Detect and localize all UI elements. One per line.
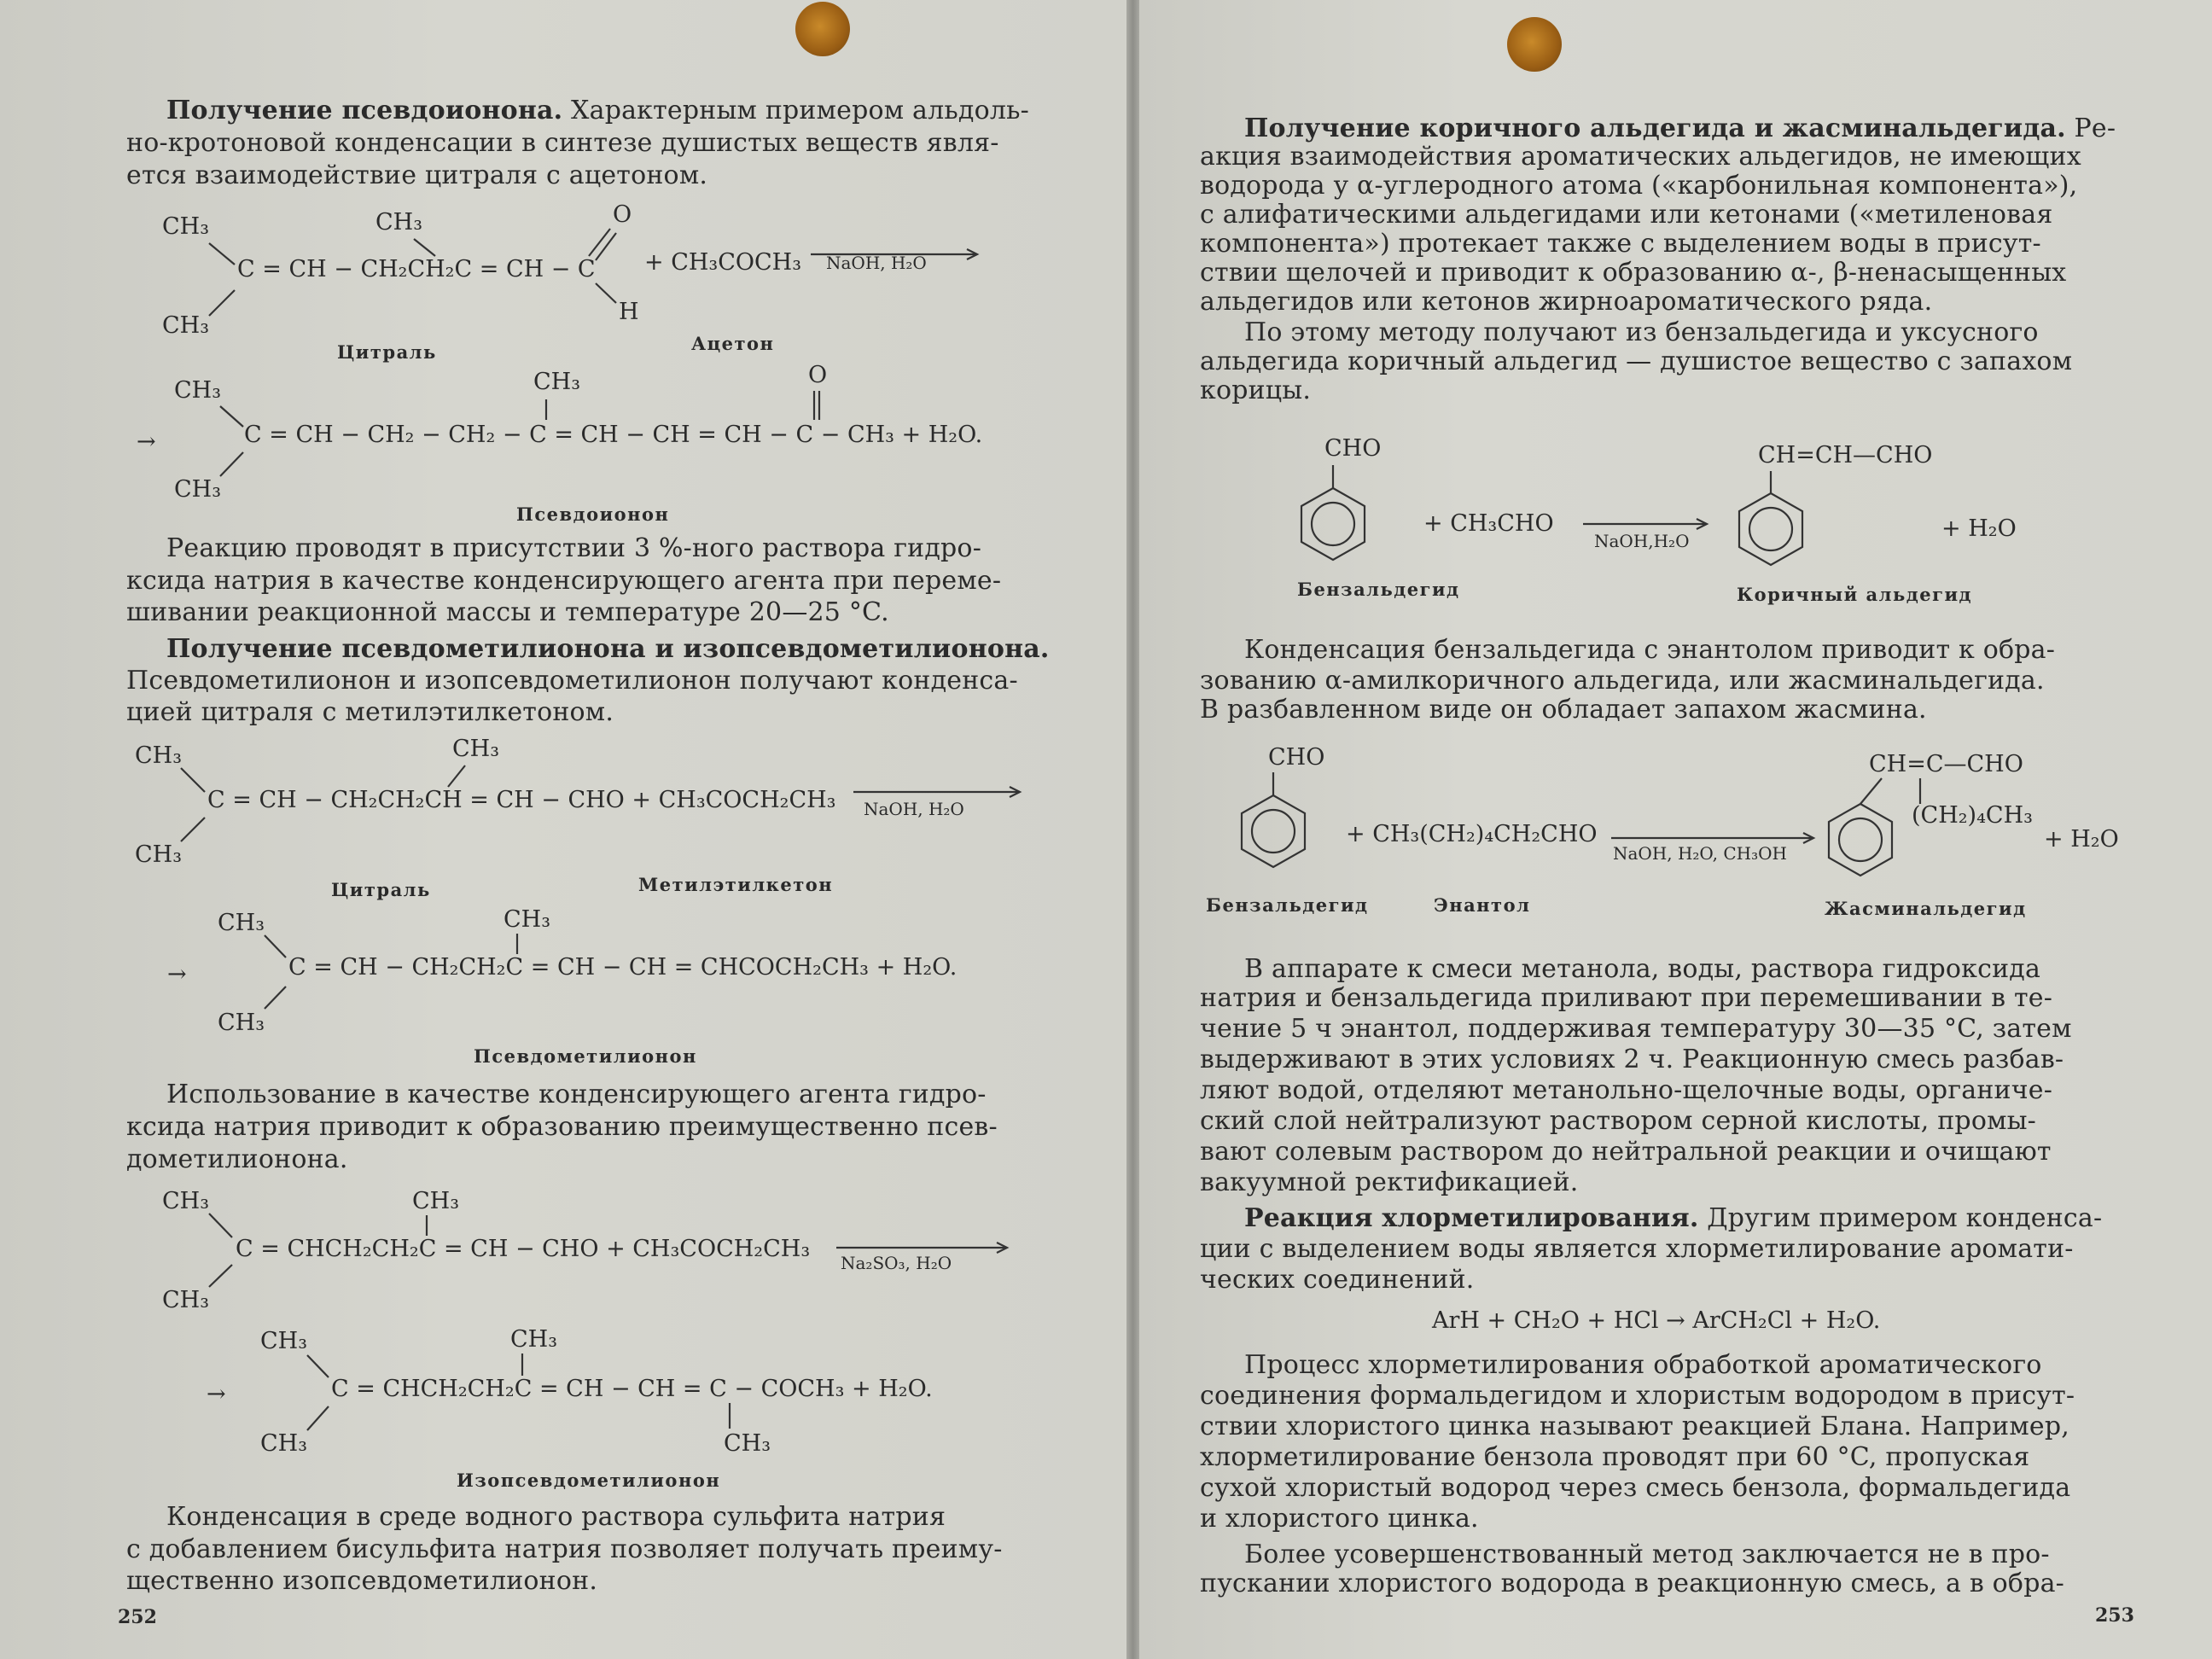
- paragraph-line: зованию α-амилкоричного альдегида, или жасминальдегида.: [1200, 666, 2045, 696]
- benzene-ring-inner: [1749, 508, 1792, 550]
- paragraph-line: чение 5 ч энантол, поддерживая температуру 30—35 °C, затем: [1200, 1014, 2072, 1044]
- benzene-ring-inner: [1252, 810, 1295, 853]
- compound-caption: Бензальдегид: [1206, 894, 1369, 916]
- bond-line: [265, 935, 286, 958]
- chem-cho: CHO: [1268, 744, 1325, 771]
- chem-ch3: CH₃: [260, 1328, 308, 1354]
- chem-ch3: CH₃: [412, 1188, 460, 1214]
- page-number: 252: [118, 1606, 157, 1628]
- bond-line: [589, 229, 610, 256]
- paragraph-line: ский слой нейтрализуют раствором серной кислоты, промы-: [1200, 1106, 2037, 1136]
- compound-caption: Ацетон: [691, 333, 775, 354]
- equation: ArH + CH₂O + HCl → ArCH₂Cl + H₂O.: [1432, 1307, 1881, 1334]
- bond-line: [220, 406, 243, 427]
- chem-ch3: CH₃: [135, 742, 183, 769]
- paragraph-line: ксида натрия в качестве конденсирующего агента при переме-: [126, 566, 1002, 596]
- benzene-ring-inner: [1839, 818, 1882, 861]
- paragraph-line: альдегида коричный альдегид — душистое вещество с запахом: [1200, 346, 2073, 376]
- paragraph-line: В разбавленном виде он обладает запахом жасмина.: [1200, 695, 1927, 725]
- paragraph-line: пускании хлористого водорода в реакционную смесь, а в обра-: [1200, 1569, 2065, 1598]
- paragraph-line: дометилионона.: [126, 1144, 348, 1174]
- paragraph-line: цией цитраля с метилэтилкетоном.: [126, 697, 614, 727]
- compound-caption: Цитраль: [337, 341, 437, 363]
- paragraph-line: Реакцию проводят в присутствии 3 %-ного раствора гидро-: [166, 533, 982, 563]
- bond-line: [181, 768, 205, 792]
- compound-caption: Жасминальдегид: [1825, 898, 2027, 919]
- bond-line: [414, 239, 435, 256]
- chem-ch3: CH₃: [162, 213, 210, 240]
- compound-caption: Энантол: [1434, 894, 1531, 916]
- chem-ch3: CH₃: [510, 1326, 558, 1353]
- bond-line: [209, 290, 235, 316]
- chem-reagent: + CH₃(CH₂)₄CH₂CHO: [1346, 821, 1598, 847]
- chem-chain: C = CH − CH₂CH₂CH = CH − CHO + CH₃COCH₂CH₃: [207, 787, 836, 813]
- reaction-arrow: →: [207, 1381, 226, 1407]
- chem-o: O: [808, 362, 828, 388]
- chem-h: H: [619, 299, 639, 325]
- chem-ch3: CH₃: [218, 910, 265, 936]
- paragraph-line: вакуумной ректификацией.: [1200, 1167, 1579, 1197]
- text-inline: Характерным примером альдоль-: [562, 96, 1029, 125]
- paragraph-line: ствии щелочей и приводит к образованию α-, β-ненасыщенных: [1200, 258, 2067, 288]
- bond-line: [596, 233, 616, 260]
- chem-ch3: CH₃: [162, 312, 210, 339]
- section-heading: Реакция хлорметилирования.: [1244, 1203, 1699, 1233]
- paragraph-line: акция взаимодействия ароматических альдегидов, не имеющих: [1200, 142, 2081, 172]
- chem-reagent: + CH₃COCH₃: [644, 249, 802, 276]
- chem-water: + H₂O: [1941, 515, 2017, 542]
- bond-line: [209, 1214, 232, 1237]
- chem-ch3: CH₃: [724, 1430, 771, 1457]
- paragraph-line: с алифатическими альдегидами или кетонами («метиленовая: [1200, 200, 2053, 230]
- chem-product: CH=CH—CHO: [1758, 442, 1933, 469]
- paragraph-line: натрия и бензальдегида приливают при перемешивании в те-: [1200, 983, 2053, 1013]
- reaction-condition: NaOH, H₂O, CH₃OH: [1613, 843, 1787, 864]
- section-heading: Получение псевдоионона.: [166, 96, 563, 125]
- chem-ch3: CH₃: [452, 736, 500, 762]
- reaction-condition: NaOH, H₂O: [864, 799, 964, 819]
- chem-o: O: [613, 201, 632, 228]
- chem-ch3: CH₃: [533, 369, 581, 395]
- paragraph-line: ляют водой, отделяют метанольно-щелочные воды, органиче-: [1200, 1075, 2053, 1105]
- paragraph-line: водорода у α-углеродного атома («карбонильная компонента»),: [1200, 171, 2078, 201]
- compound-caption: Метилэтилкетон: [638, 874, 834, 895]
- chem-water: + H₂O: [2044, 826, 2119, 853]
- chem-ch3: CH₃: [375, 209, 423, 236]
- paragraph-line: Более усовершенствованный метод заключается не в про-: [1244, 1540, 2050, 1569]
- compound-caption: Бензальдегид: [1297, 579, 1460, 600]
- bond-line: [1860, 778, 1882, 804]
- paragraph-line: Использование в качестве конденсирующего агента гидро-: [166, 1080, 987, 1109]
- paragraph-line: но-кротоновой конденсации в синтезе душистых веществ явля-: [126, 128, 999, 158]
- paragraph-line: По этому методу получают из бензальдегида и уксусного: [1244, 317, 2039, 347]
- paragraph-line: хлорметилирование бензола проводят при 60 °C, пропуская: [1200, 1442, 2030, 1472]
- bond-line: [181, 818, 205, 841]
- paragraph-line: вают солевым раствором до нейтральной реакции и очищают: [1200, 1137, 2052, 1167]
- chem-ch3: CH₃: [162, 1287, 210, 1313]
- paragraph-line: корицы.: [1200, 375, 1312, 405]
- bond-line: [265, 987, 286, 1009]
- paragraph-line: с добавлением бисульфита натрия позволяет получать преиму-: [126, 1534, 1003, 1564]
- paragraph-line: Конденсация бензальдегида с энантолом приводит к обра-: [1244, 635, 2056, 665]
- text-inline: Ре-: [2065, 114, 2116, 143]
- paragraph-line: альдегидов или кетонов жирноароматического ряда.: [1200, 287, 1933, 317]
- chem-ch3: CH₃: [504, 906, 551, 933]
- chem-ch3: CH₃: [260, 1430, 308, 1457]
- paragraph-line: ции с выделением воды является хлорметилирование аромати-: [1200, 1234, 2074, 1264]
- compound-caption: Изопсевдометилионон: [457, 1470, 721, 1491]
- compound-caption: Коричный альдегид: [1737, 584, 1973, 605]
- text-inline: Другим примером конденса-: [1698, 1203, 2103, 1233]
- section-heading: Получение коричного альдегида и жасминальдегида.: [1244, 114, 2066, 143]
- benzene-ring-inner: [1312, 503, 1354, 545]
- chem-ch3: CH₃: [135, 841, 183, 868]
- chem-ch3: CH₃: [174, 377, 222, 404]
- chem-ch3: CH₃: [162, 1188, 210, 1214]
- paragraph-line: сухой хлористый водород через смесь бензола, формальдегида: [1200, 1473, 2071, 1503]
- paragraph-line: ется взаимодействие цитраля с ацетоном.: [126, 160, 708, 190]
- chem-chain: C = CH − CH₂ − CH₂ − C = CH − CH = CH − C − CH₃ + H₂O.: [244, 422, 983, 448]
- section-heading: Получение псевдометилионона и изопсевдометилионона.: [166, 634, 1050, 664]
- page-number: 253: [2095, 1604, 2134, 1627]
- paragraph-line: ксида натрия приводит к образованию преимущественно псев-: [126, 1112, 998, 1142]
- chem-product: CH=C—CHO: [1869, 751, 2023, 777]
- paragraph-line: компонента») протекает также с выделением воды в присут-: [1200, 229, 2041, 259]
- bond-line: [448, 765, 465, 787]
- compound-caption: Псевдометилионон: [474, 1045, 697, 1067]
- reaction-arrow: →: [167, 961, 187, 987]
- reaction-condition: Na₂SO₃, H₂O: [841, 1253, 952, 1273]
- paragraph-line: ческих соединений.: [1200, 1265, 1475, 1295]
- chem-chain: (CH₂)₄CH₃: [1912, 802, 2033, 829]
- chem-ch3: CH₃: [174, 476, 222, 503]
- paragraph-line: щественно изопсевдометилионон.: [126, 1566, 598, 1596]
- bond-line: [220, 452, 243, 476]
- reaction-arrow: →: [137, 428, 156, 455]
- chem-chain: C = CH − CH₂CH₂C = CH − C: [237, 256, 596, 282]
- bond-line: [209, 243, 235, 265]
- paragraph-line: и хлористого цинка.: [1200, 1504, 1479, 1534]
- bond-line: [307, 1406, 329, 1430]
- chem-chain: C = CHCH₂CH₂C = CH − CHO + CH₃COCH₂CH₃: [236, 1236, 811, 1262]
- compound-caption: Псевдоионон: [516, 504, 670, 525]
- compound-caption: Цитраль: [331, 879, 431, 900]
- paragraph-line: Процесс хлорметилирования обработкой ароматического: [1244, 1350, 2042, 1380]
- reaction-condition: NaOH, H₂O: [826, 253, 927, 273]
- paragraph-line: Псевдометилионон и изопсевдометилионон получают конденса-: [126, 666, 1018, 696]
- chem-reagent: + CH₃CHO: [1423, 510, 1554, 537]
- bond-line: [596, 283, 616, 303]
- chem-chain: C = CHCH₂CH₂C = CH − CH = C − COCH₃ + H₂O.: [331, 1376, 933, 1402]
- paragraph-line: соединения формальдегидом и хлористым водородом в присут-: [1200, 1381, 2075, 1411]
- chem-chain: C = CH − CH₂CH₂C = CH − CH = CHCOCH₂CH₃ + H₂O.: [288, 954, 958, 981]
- paragraph-line: В аппарате к смеси метанола, воды, раствора гидроксида: [1244, 954, 2041, 984]
- paragraph-line: ствии хлористого цинка называют реакцией Блана. Например,: [1200, 1412, 2070, 1441]
- paragraph-line: выдерживают в этих условиях 2 ч. Реакционную смесь разбав-: [1200, 1045, 2064, 1074]
- reaction-condition: NaOH,H₂O: [1594, 531, 1690, 551]
- chem-cho: CHO: [1324, 435, 1382, 462]
- bond-line: [307, 1355, 329, 1377]
- chem-ch3: CH₃: [218, 1010, 265, 1036]
- paragraph-line: Конденсация в среде водного раствора сульфита натрия: [166, 1502, 946, 1532]
- paragraph-line: шивании реакционной массы и температуре 20—25 °C.: [126, 597, 889, 627]
- bond-line: [209, 1265, 232, 1287]
